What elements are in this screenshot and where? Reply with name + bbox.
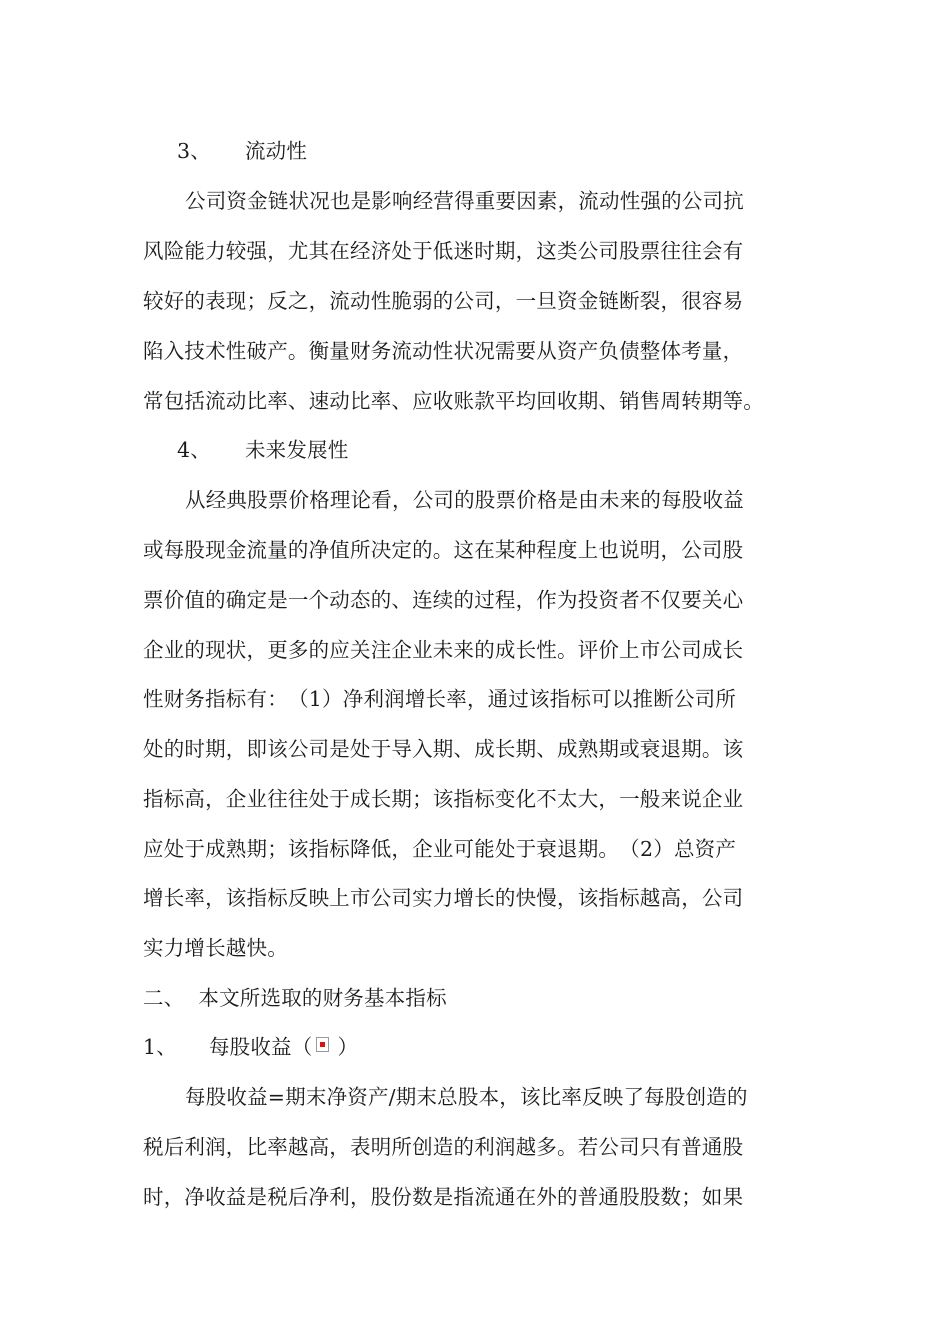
paragraph-line: 从经典股票价格理论看，公司的股票价格是由未来的每股收益 [185,488,744,512]
heading-text: 本文所选取的财务基本指标 [198,986,447,1010]
paragraph-line: 税后利润，比率越高，表明所创造的利润越多。若公司只有普通股 [143,1135,744,1159]
paragraph-line: 票价值的确定是一个动态的、连续的过程，作为投资者不仅要关心 [143,588,744,612]
paragraph-line: 增长率，该指标反映上市公司实力增长的快慢，该指标越高，公司 [143,886,744,910]
heading-number: 1、 [143,1035,177,1059]
heading-number: 4、 [177,438,211,462]
heading-text: 每股收益（ [208,1035,313,1059]
section-heading-future-growth [177,438,348,462]
paragraph-line: 企业的现状，更多的应关注企业未来的成长性。评价上市公司成长 [143,638,744,662]
heading-text: 未来发展性 [244,438,349,462]
paragraph-line: 较好的表现；反之，流动性脆弱的公司，一旦资金链断裂，很容易 [143,289,744,313]
paragraph-line: 处的时期，即该公司是处于导入期、成长期、成熟期或衰退期。该 [143,737,744,761]
heading-number: 二、 [143,986,185,1010]
paragraph-line: 陷入技术性破产。衡量财务流动性状况需要从资产负债整体考量， [143,339,744,363]
paragraph-line: 性财务指标有： （1）净利润增长率，通过该指标可以推断公司所 [143,687,737,711]
paragraph-line: 常包括流动比率、速动比率、应收账款平均回收期、销售周转期等。 [143,389,764,413]
broken-image-icon [316,1037,329,1052]
section-heading-eps [143,1035,358,1059]
paragraph-line: 应处于成熟期；该指标降低，企业可能处于衰退期。 （2）总资产 [143,837,737,861]
paragraph-line: 实力增长越快。 [143,936,288,960]
paragraph-line: 时，净收益是税后净利，股份数是指流通在外的普通股股数；如果 [143,1185,744,1209]
heading-number: 3、 [177,139,211,163]
heading-text: 流动性 [244,139,308,163]
paragraph-line: 指标高，企业往往处于成长期；该指标变化不太大，一般来说企业 [143,787,744,811]
section-heading-liquidity [177,139,307,163]
chapter-heading [143,986,447,1010]
paragraph-line: 公司资金链状况也是影响经营得重要因素，流动性强的公司抗 [185,189,744,213]
paragraph-line: 风险能力较强，尤其在经济处于低迷时期，这类公司股票往往会有 [143,239,744,263]
heading-text-close: ） [337,1035,359,1059]
paragraph-line: 或每股现金流量的净值所决定的。这在某种程度上也说明，公司股 [143,538,744,562]
paragraph-line: 每股收益=期末净资产/期末总股本，该比率反映了每股创造的 [185,1085,748,1109]
